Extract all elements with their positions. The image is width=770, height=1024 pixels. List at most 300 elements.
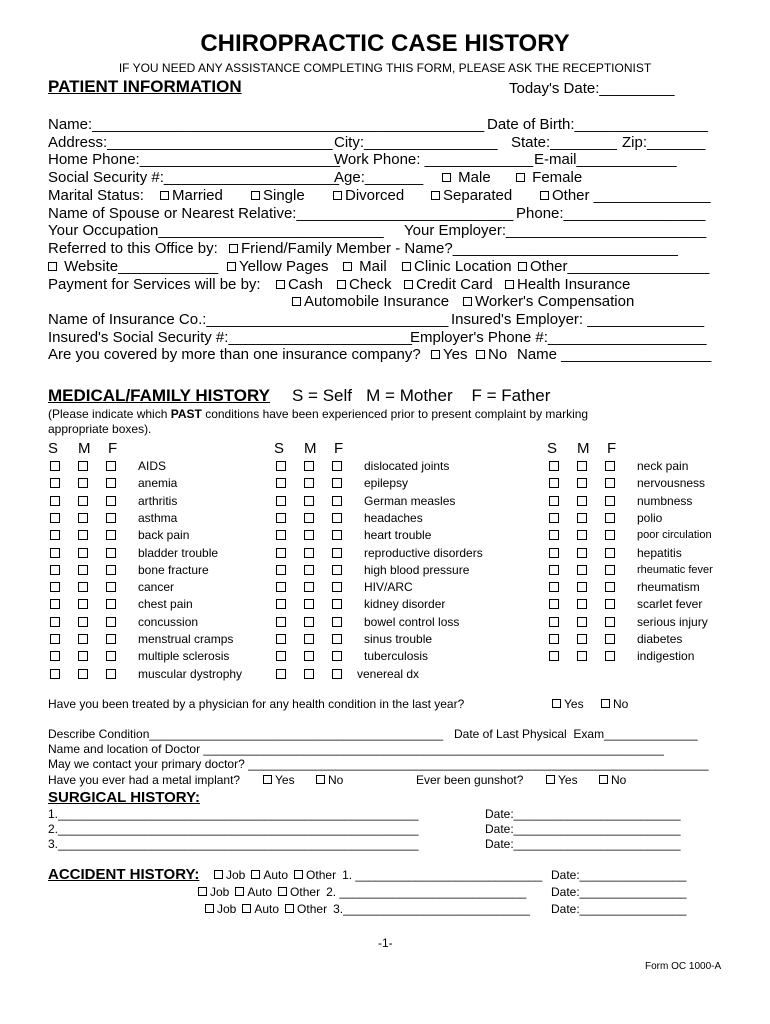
checkbox-icon[interactable] <box>343 262 352 271</box>
checkbox-s-icon[interactable] <box>549 548 559 558</box>
checkbox-f-icon[interactable] <box>332 634 342 644</box>
employer-phone-field[interactable]: Employer's Phone #:___________________ <box>410 329 707 346</box>
checkbox-icon[interactable] <box>292 297 301 306</box>
checkbox-icon[interactable] <box>505 280 514 289</box>
payment-label: Payment for Services will be by: <box>48 276 261 293</box>
accident-date-field[interactable]: Date:________________ <box>551 902 687 916</box>
condition-label: back pain <box>138 528 190 543</box>
checkbox-s-icon[interactable] <box>276 530 286 540</box>
surgery-line-3[interactable]: 3.______________________________________________________ <box>48 837 419 851</box>
checkbox-m-icon[interactable] <box>577 478 587 488</box>
checkbox-icon[interactable] <box>198 887 207 896</box>
checkbox-icon[interactable] <box>333 191 342 200</box>
accident-history-heading: ACCIDENT HISTORY: <box>48 866 200 883</box>
instructions-text: (Please indicate which <box>48 407 171 421</box>
checkbox-icon[interactable] <box>431 350 440 359</box>
accident-row <box>198 885 526 899</box>
marital-status-label: Marital Status: <box>48 187 144 204</box>
condition-label: AIDS <box>138 459 167 473</box>
medical-instructions <box>48 407 588 421</box>
metal-implant-question: Have you ever had a metal implant? <box>48 773 241 787</box>
form-number: Form OC 1000-A <box>645 961 722 972</box>
spouse-field[interactable]: Name of Spouse or Nearest Relative:__________________________ <box>48 205 514 222</box>
condition-label: kidney disorder <box>364 597 446 612</box>
checkbox-m-icon[interactable] <box>304 513 314 523</box>
accident-job-label: Job <box>210 885 230 899</box>
checkbox-m-icon[interactable] <box>78 582 88 592</box>
checkbox-icon[interactable] <box>263 775 272 784</box>
treated-yes-label: Yes <box>564 697 584 711</box>
checkbox-icon[interactable] <box>518 262 527 271</box>
condition-label: heart trouble <box>364 528 432 543</box>
checkbox-s-icon[interactable] <box>50 461 60 471</box>
checkbox-icon[interactable] <box>402 262 411 271</box>
condition-label: poor circulation <box>637 529 712 542</box>
gunshot-no-label: No <box>611 773 627 787</box>
checkbox-s-icon[interactable] <box>276 651 286 661</box>
checkbox-f-icon[interactable] <box>605 617 615 627</box>
instructions-text-cont: conditions have been experienced prior to present complaint by marking <box>201 407 589 421</box>
checkbox-s-icon[interactable] <box>50 651 60 661</box>
surgery-date-1[interactable]: Date:_________________________ <box>485 807 681 821</box>
checkbox-m-icon[interactable] <box>577 496 587 506</box>
accident-other-option[interactable] <box>294 868 336 882</box>
implant-no-label: No <box>328 773 344 787</box>
auto-insurance-label: Automobile Insurance <box>304 293 450 310</box>
insurance-no-label: No <box>488 346 508 363</box>
accident-description-line[interactable]: 2. ____________________________ <box>326 885 527 899</box>
male-option[interactable] <box>442 169 491 186</box>
checkbox-m-icon[interactable] <box>577 582 587 592</box>
checkbox-s-icon[interactable] <box>549 565 559 575</box>
checkbox-s-icon[interactable] <box>549 530 559 540</box>
checkbox-m-icon[interactable] <box>78 513 88 523</box>
checkbox-m-icon[interactable] <box>577 461 587 471</box>
checkbox-f-icon[interactable] <box>605 565 615 575</box>
checkbox-f-icon[interactable] <box>332 461 342 471</box>
surgery-line-2[interactable]: 2.______________________________________________________ <box>48 822 419 836</box>
accident-date-field[interactable]: Date:________________ <box>551 885 687 899</box>
checkbox-m-icon[interactable] <box>304 582 314 592</box>
condition-label: reproductive disorders <box>364 545 483 560</box>
condition-label: rheumatic fever <box>637 563 713 576</box>
checkbox-icon[interactable] <box>337 280 346 289</box>
marital-other-option[interactable] <box>540 187 710 204</box>
checkbox-icon[interactable] <box>160 191 169 200</box>
occupation-field[interactable]: Your Occupation___________________________ <box>48 222 384 239</box>
checkbox-s-icon[interactable] <box>50 530 60 540</box>
accident-job-option[interactable] <box>205 902 236 916</box>
checkbox-f-icon[interactable] <box>106 478 116 488</box>
checkbox-s-icon[interactable] <box>549 582 559 592</box>
column-header-s: S <box>547 440 558 457</box>
checkbox-m-icon[interactable] <box>304 651 314 661</box>
patient-info-heading: PATIENT INFORMATION <box>48 77 242 96</box>
checkbox-icon[interactable] <box>516 173 525 182</box>
checkbox-s-icon[interactable] <box>276 565 286 575</box>
implant-yes-label: Yes <box>275 773 295 787</box>
checkbox-f-icon[interactable] <box>106 634 116 644</box>
condition-label: numbness <box>637 493 693 508</box>
checkbox-icon[interactable] <box>546 775 555 784</box>
divorced-label: Divorced <box>345 187 405 204</box>
last-physical-field[interactable]: Date of Last Physical Exam______________ <box>454 727 698 741</box>
condition-label: multiple sclerosis <box>138 649 230 664</box>
checkbox-icon[interactable] <box>48 262 57 271</box>
checkbox-f-icon[interactable] <box>106 461 116 471</box>
yellow-pages-option[interactable] <box>227 258 329 275</box>
checkbox-s-icon[interactable] <box>276 513 286 523</box>
checkbox-icon[interactable] <box>552 699 561 708</box>
medical-history-heading: MEDICAL/FAMILY HISTORY <box>48 386 270 405</box>
insurance-no-option[interactable] <box>476 346 507 363</box>
surgery-date-3[interactable]: Date:_________________________ <box>485 837 681 851</box>
mail-label: Mail <box>359 258 387 275</box>
accident-date-field[interactable]: Date:________________ <box>551 868 687 882</box>
condition-label: German measles <box>364 493 456 508</box>
checkbox-s-icon[interactable] <box>549 513 559 523</box>
email-field[interactable]: E-mail____________ <box>534 151 677 168</box>
insured-employer-field[interactable]: Insured's Employer: ______________ <box>451 311 705 328</box>
condition-label: tuberculosis <box>364 649 429 664</box>
checkbox-f-icon[interactable] <box>332 599 342 609</box>
checkbox-f-icon[interactable] <box>332 617 342 627</box>
checkbox-icon[interactable] <box>431 191 440 200</box>
accident-job-label: Job <box>217 902 237 916</box>
gunshot-yes-label: Yes <box>558 773 578 787</box>
checkbox-m-icon[interactable] <box>304 599 314 609</box>
condition-label: diabetes <box>637 632 683 646</box>
checkbox-m-icon[interactable] <box>78 461 88 471</box>
spouse-phone-field[interactable]: Phone:_________________ <box>516 205 706 222</box>
checkbox-s-icon[interactable] <box>50 617 60 627</box>
work-phone-field[interactable]: Work Phone: _____________ <box>334 151 534 168</box>
accident-description-line[interactable]: 3.____________________________ <box>333 902 530 916</box>
checkbox-s-icon[interactable] <box>276 548 286 558</box>
checkbox-m-icon[interactable] <box>78 634 88 644</box>
female-option[interactable] <box>516 169 582 186</box>
gunshot-yes-option[interactable] <box>546 773 578 787</box>
checkbox-s-icon[interactable] <box>276 478 286 488</box>
accident-job-option[interactable] <box>214 868 245 882</box>
checkbox-s-icon[interactable] <box>549 599 559 609</box>
checkbox-m-icon[interactable] <box>304 461 314 471</box>
checkbox-m-icon[interactable] <box>577 651 587 661</box>
column-header-f: F <box>108 440 118 457</box>
accident-auto-label: Auto <box>263 868 289 882</box>
gunshot-no-option[interactable] <box>599 773 626 787</box>
checkbox-m-icon[interactable] <box>304 617 314 627</box>
auto-insurance-option[interactable] <box>292 293 449 310</box>
checkbox-f-icon[interactable] <box>605 634 615 644</box>
contact-doctor-field[interactable]: May we contact your primary doctor? _____________________________________________________________________ <box>48 757 709 771</box>
check-label: Check <box>349 276 392 293</box>
checkbox-f-icon[interactable] <box>332 478 342 488</box>
checkbox-f-icon[interactable] <box>106 565 116 575</box>
checkbox-f-icon[interactable] <box>605 478 615 488</box>
referred-label: Referred to this Office by: <box>48 240 218 257</box>
checkbox-s-icon[interactable] <box>50 582 60 592</box>
doctor-field[interactable]: Name and location of Doctor _____________________________________________________________________ <box>48 742 664 756</box>
checkbox-f-icon[interactable] <box>605 599 615 609</box>
checkbox-m-icon[interactable] <box>577 548 587 558</box>
age-field[interactable]: Age:_______ <box>334 169 424 186</box>
checkbox-icon[interactable] <box>476 350 485 359</box>
describe-condition-field[interactable]: Describe Condition____________________________________________ <box>48 727 444 741</box>
checkbox-s-icon[interactable] <box>549 496 559 506</box>
checkbox-s-icon[interactable] <box>276 634 286 644</box>
checkbox-m-icon[interactable] <box>577 634 587 644</box>
credit-card-option[interactable] <box>404 276 493 293</box>
checkbox-m-icon[interactable] <box>577 599 587 609</box>
implant-no-option[interactable] <box>316 773 343 787</box>
divorced-option[interactable] <box>333 187 404 204</box>
website-option[interactable] <box>48 258 218 275</box>
checkbox-icon[interactable] <box>242 904 251 913</box>
surgery-line-1[interactable]: 1.______________________________________________________ <box>48 807 419 821</box>
accident-auto-option[interactable] <box>235 885 272 899</box>
implant-yes-option[interactable] <box>263 773 295 787</box>
checkbox-icon[interactable] <box>251 191 260 200</box>
treated-question: Have you been treated by a physician for any health condition in the last year? <box>48 697 465 711</box>
checkbox-m-icon[interactable] <box>304 530 314 540</box>
checkbox-s-icon[interactable] <box>50 496 60 506</box>
employer-field[interactable]: Your Employer:________________________ <box>404 222 707 239</box>
treated-no-label: No <box>613 697 629 711</box>
column-header-f: F <box>607 440 617 457</box>
checkbox-icon[interactable] <box>227 262 236 271</box>
separated-label: Separated <box>443 187 513 204</box>
checkbox-m-icon[interactable] <box>577 565 587 575</box>
checkbox-icon[interactable] <box>316 775 325 784</box>
checkbox-icon[interactable] <box>404 280 413 289</box>
checkbox-icon[interactable] <box>251 870 260 879</box>
insurance-company-field[interactable]: Name of Insurance Co.:_____________________________ <box>48 311 449 328</box>
workers-comp-option[interactable] <box>463 293 634 310</box>
checkbox-f-icon[interactable] <box>332 496 342 506</box>
checkbox-icon[interactable] <box>463 297 472 306</box>
checkbox-s-icon[interactable] <box>549 461 559 471</box>
checkbox-s-icon[interactable] <box>549 651 559 661</box>
insurance-yes-label: Yes <box>443 346 468 363</box>
checkbox-s-icon[interactable] <box>276 496 286 506</box>
married-label: Married <box>172 187 223 204</box>
column-header-m: M <box>78 440 91 457</box>
medical-instructions-2: appropriate boxes). <box>48 422 152 436</box>
checkbox-s-icon[interactable] <box>276 617 286 627</box>
checkbox-icon[interactable] <box>214 870 223 879</box>
condition-label: bone fracture <box>138 562 209 577</box>
checkbox-icon[interactable] <box>601 699 610 708</box>
checkbox-s-icon[interactable] <box>50 548 60 558</box>
checkbox-f-icon[interactable] <box>605 651 615 661</box>
check-option[interactable] <box>337 276 392 293</box>
checkbox-icon[interactable] <box>442 173 451 182</box>
checkbox-f-icon[interactable] <box>332 669 342 679</box>
checkbox-m-icon[interactable] <box>577 617 587 627</box>
checkbox-f-icon[interactable] <box>106 548 116 558</box>
checkbox-m-icon[interactable] <box>78 496 88 506</box>
checkbox-f-icon[interactable] <box>106 651 116 661</box>
checkbox-m-icon[interactable] <box>78 530 88 540</box>
checkbox-s-icon[interactable] <box>50 669 60 679</box>
friend-option[interactable] <box>229 240 678 257</box>
column-header-m: M <box>304 440 317 457</box>
accident-description-line[interactable]: 1. ____________________________ <box>342 868 543 882</box>
single-option[interactable] <box>251 187 305 204</box>
checkbox-s-icon[interactable] <box>549 617 559 627</box>
column-header-m: M <box>577 440 590 457</box>
checkbox-s-icon[interactable] <box>276 599 286 609</box>
checkbox-icon[interactable] <box>599 775 608 784</box>
accident-other-option[interactable] <box>285 902 327 916</box>
checkbox-icon[interactable] <box>540 191 549 200</box>
checkbox-f-icon[interactable] <box>332 513 342 523</box>
checkbox-f-icon[interactable] <box>106 617 116 627</box>
condition-label: cancer <box>138 580 175 595</box>
accident-other-label: Other <box>306 868 337 882</box>
health-insurance-option[interactable] <box>505 276 630 293</box>
checkbox-f-icon[interactable] <box>332 582 342 592</box>
health-insurance-label: Health Insurance <box>517 276 631 293</box>
checkbox-f-icon[interactable] <box>106 496 116 506</box>
accident-other-option[interactable] <box>278 885 320 899</box>
insured-ssn-field[interactable]: Insured's Social Security #:______________________ <box>48 329 412 346</box>
checkbox-f-icon[interactable] <box>605 530 615 540</box>
checkbox-f-icon[interactable] <box>332 565 342 575</box>
relation-legend: S = Self M = Mother F = Father <box>292 386 551 405</box>
checkbox-s-icon[interactable] <box>50 599 60 609</box>
clinic-location-option[interactable] <box>402 258 512 275</box>
accident-job-label: Job <box>226 868 246 882</box>
condition-label: epilepsy <box>364 476 409 491</box>
home-phone-field[interactable]: Home Phone:________________________ <box>48 151 340 168</box>
treated-yes-option[interactable] <box>552 697 584 711</box>
checkbox-icon[interactable] <box>276 280 285 289</box>
checkbox-m-icon[interactable] <box>304 634 314 644</box>
condition-label: menstrual cramps <box>138 632 234 646</box>
separated-option[interactable] <box>431 187 512 204</box>
checkbox-s-icon[interactable] <box>50 565 60 575</box>
condition-label: rheumatism <box>637 580 700 595</box>
checkbox-s-icon[interactable] <box>50 478 60 488</box>
condition-label: high blood pressure <box>364 562 470 577</box>
accident-job-option[interactable] <box>198 885 229 899</box>
condition-label: neck pain <box>637 459 689 473</box>
condition-label: arthritis <box>138 493 178 508</box>
checkbox-s-icon[interactable] <box>50 513 60 523</box>
checkbox-m-icon[interactable] <box>304 565 314 575</box>
condition-label: headaches <box>364 510 423 525</box>
checkbox-m-icon[interactable] <box>304 669 314 679</box>
condition-label: dislocated joints <box>364 459 450 473</box>
accident-auto-option[interactable] <box>251 868 288 882</box>
male-label: Male <box>458 169 491 186</box>
checkbox-m-icon[interactable] <box>577 513 587 523</box>
friend-label: Friend/Family Member - Name?___________________________ <box>241 240 678 257</box>
checkbox-f-icon[interactable] <box>605 548 615 558</box>
checkbox-f-icon[interactable] <box>605 513 615 523</box>
ssn-field[interactable]: Social Security #:_____________________ <box>48 169 340 186</box>
checkbox-m-icon[interactable] <box>304 478 314 488</box>
cash-option[interactable] <box>276 276 323 293</box>
checkbox-f-icon[interactable] <box>332 530 342 540</box>
checkbox-m-icon[interactable] <box>78 548 88 558</box>
checkbox-m-icon[interactable] <box>304 548 314 558</box>
checkbox-f-icon[interactable] <box>106 669 116 679</box>
accident-auto-label: Auto <box>247 885 273 899</box>
referral-other-option[interactable] <box>518 258 709 275</box>
surgery-date-2[interactable]: Date:_________________________ <box>485 822 681 836</box>
checkbox-f-icon[interactable] <box>605 496 615 506</box>
checkbox-f-icon[interactable] <box>605 461 615 471</box>
checkbox-f-icon[interactable] <box>106 582 116 592</box>
name-field[interactable]: Name:_______________________________________________ <box>48 116 485 133</box>
checkbox-m-icon[interactable] <box>78 651 88 661</box>
dob-field[interactable]: Date of Birth:________________ <box>487 116 709 133</box>
checkbox-icon[interactable] <box>285 904 294 913</box>
checkbox-f-icon[interactable] <box>332 651 342 661</box>
checkbox-m-icon[interactable] <box>304 496 314 506</box>
condition-label: venereal dx <box>357 666 420 681</box>
checkbox-f-icon[interactable] <box>106 530 116 540</box>
checkbox-m-icon[interactable] <box>78 478 88 488</box>
condition-label: nervousness <box>637 476 706 491</box>
clinic-location-label: Clinic Location <box>414 258 512 275</box>
single-label: Single <box>263 187 305 204</box>
checkbox-m-icon[interactable] <box>78 565 88 575</box>
checkbox-icon[interactable] <box>229 244 238 253</box>
zip-field[interactable]: Zip:_______ <box>622 134 706 151</box>
checkbox-m-icon[interactable] <box>78 669 88 679</box>
checkbox-s-icon[interactable] <box>276 669 286 679</box>
checkbox-f-icon[interactable] <box>605 582 615 592</box>
checkbox-m-icon[interactable] <box>577 530 587 540</box>
checkbox-icon[interactable] <box>235 887 244 896</box>
condition-label: bladder trouble <box>138 545 219 560</box>
treated-no-option[interactable] <box>601 697 628 711</box>
todays-date-field[interactable]: Today's Date:_________ <box>509 80 675 97</box>
condition-label: asthma <box>138 510 178 525</box>
checkbox-icon[interactable] <box>294 870 303 879</box>
city-field[interactable]: City:________________ <box>334 134 498 151</box>
insurance-yes-option[interactable] <box>431 346 467 363</box>
state-field[interactable]: State:________ <box>511 134 617 151</box>
accident-row <box>214 868 542 882</box>
condition-label: scarlet fever <box>637 597 703 612</box>
checkbox-m-icon[interactable] <box>78 617 88 627</box>
checkbox-icon[interactable] <box>205 904 214 913</box>
checkbox-f-icon[interactable] <box>106 513 116 523</box>
column-header-f: F <box>334 440 344 457</box>
other-insurance-name-field[interactable]: Name __________________ <box>517 346 712 363</box>
checkbox-f-icon[interactable] <box>106 599 116 609</box>
condition-label: sinus trouble <box>364 632 433 646</box>
checkbox-s-icon[interactable] <box>549 478 559 488</box>
checkbox-s-icon[interactable] <box>276 582 286 592</box>
address-field[interactable]: Address:___________________________ <box>48 134 333 151</box>
mail-option[interactable] <box>343 258 387 275</box>
checkbox-s-icon[interactable] <box>276 461 286 471</box>
checkbox-icon[interactable] <box>278 887 287 896</box>
married-option[interactable] <box>160 187 223 204</box>
accident-auto-option[interactable] <box>242 902 279 916</box>
checkbox-s-icon[interactable] <box>549 634 559 644</box>
checkbox-s-icon[interactable] <box>50 634 60 644</box>
accident-row <box>205 902 530 916</box>
checkbox-m-icon[interactable] <box>78 599 88 609</box>
checkbox-f-icon[interactable] <box>332 548 342 558</box>
